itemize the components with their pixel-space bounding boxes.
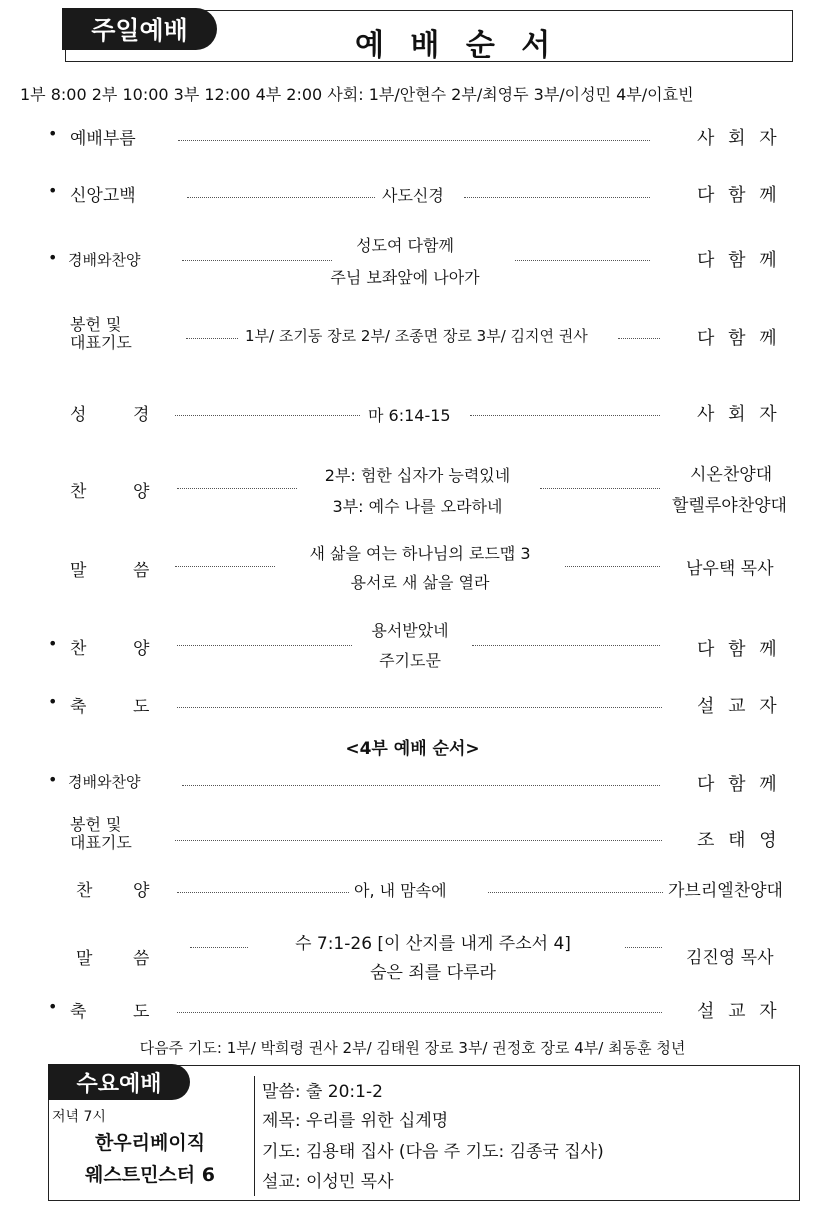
leader-dots xyxy=(175,415,360,416)
leader-dots xyxy=(515,260,650,261)
order-label-hymn-b: 양 xyxy=(133,639,150,659)
fourth-leader-offering: 조 태 영 xyxy=(697,830,781,851)
bullet: • xyxy=(48,692,58,711)
bullet: • xyxy=(48,248,58,267)
service-tab-wednesday: 수요예배 xyxy=(48,1064,190,1100)
fourth-label-praise: 경배와찬양 xyxy=(68,773,141,791)
bullet: • xyxy=(48,770,58,789)
bullet: • xyxy=(48,634,58,653)
order-label-sermon-a: 말 xyxy=(70,561,87,581)
order-content-hymn-2: 주기도문 xyxy=(379,651,441,670)
leader-dots xyxy=(470,415,660,416)
order-label-call: 예배부름 xyxy=(70,129,136,149)
order-content-sermon-2: 용서로 새 삶을 열라 xyxy=(350,573,490,592)
fourth-content-sermon-1: 수 7:1-26 [이 산지를 내게 주소서 4] xyxy=(295,934,571,954)
order-label-sermon-b: 씀 xyxy=(133,561,150,581)
leader-dots xyxy=(177,1012,662,1013)
fourth-leader-blessing: 설 교 자 xyxy=(697,1001,781,1022)
leader-dots xyxy=(186,338,238,339)
fourth-leader-praise: 다 함 께 xyxy=(697,774,781,795)
order-leader-sermon: 남우택 목사 xyxy=(686,559,774,579)
fourth-label-choir-a: 찬 xyxy=(76,881,93,901)
order-content-praise-1: 성도여 다함께 xyxy=(356,236,454,255)
wednesday-time: 저녁 7시 xyxy=(52,1109,106,1125)
leader-dots xyxy=(187,197,375,198)
wednesday-prayer: 기도: 김용태 집사 (다음 주 기도: 김종국 집사) xyxy=(262,1142,604,1162)
order-leader-choir-2: 할렐루야찬양대 xyxy=(672,496,787,516)
fourth-label-sermon-a: 말 xyxy=(76,949,93,969)
leader-dots xyxy=(175,566,275,567)
order-leader-praise: 다 함 께 xyxy=(697,250,781,271)
leader-dots xyxy=(182,260,332,261)
leader-dots xyxy=(488,892,663,893)
order-label-hymn-a: 찬 xyxy=(70,639,87,659)
section-heading-4th-service: <4부 예배 순서> xyxy=(345,739,480,759)
wednesday-preacher: 설교: 이성민 목사 xyxy=(262,1172,394,1192)
fourth-label-blessing-a: 축 xyxy=(70,1002,87,1022)
wednesday-scripture: 말씀: 출 20:1-2 xyxy=(262,1082,383,1102)
bullet: • xyxy=(48,124,58,143)
order-leader-choir-1: 시온찬양대 xyxy=(690,465,773,485)
order-label-choir-a: 찬 xyxy=(70,482,87,502)
order-label-blessing-b: 도 xyxy=(133,697,150,717)
leader-dots xyxy=(177,645,352,646)
leader-dots xyxy=(472,645,660,646)
bullet: • xyxy=(48,181,58,200)
order-label-scripture-b: 경 xyxy=(133,405,150,425)
wednesday-place-1: 한우리베이직 xyxy=(94,1132,206,1154)
fourth-content-sermon-2: 숨은 죄를 다루라 xyxy=(370,963,496,983)
order-label-creed: 신앙고백 xyxy=(70,186,136,206)
order-label-offering-1: 봉헌 및 xyxy=(70,315,122,334)
wednesday-title: 제목: 우리를 위한 십계명 xyxy=(262,1111,449,1131)
order-content-offering: 1부/ 조기동 장로 2부/ 조종면 장로 3부/ 김지연 권사 xyxy=(245,327,588,345)
fourth-content-choir: 아, 내 맘속에 xyxy=(354,881,447,900)
leader-dots xyxy=(618,338,660,339)
fourth-leader-sermon: 김진영 목사 xyxy=(686,948,774,968)
leader-dots xyxy=(540,488,660,489)
wednesday-place-2: 웨스트민스터 6 xyxy=(85,1164,215,1186)
fourth-leader-choir: 가브리엘찬양대 xyxy=(668,881,783,901)
leader-dots xyxy=(565,566,660,567)
order-content-hymn-1: 용서받았네 xyxy=(371,621,449,640)
order-leader-creed: 다 함 께 xyxy=(697,185,781,206)
fourth-label-offering-2: 대표기도 xyxy=(70,833,132,852)
order-content-choir-2: 3부: 예수 나를 오라하네 xyxy=(332,497,503,516)
next-week-prayer: 다음주 기도: 1부/ 박희령 권사 2부/ 김태원 장로 3부/ 권정호 장로 4부/ 최동훈 청년 xyxy=(139,1039,686,1057)
leader-dots xyxy=(175,840,662,841)
leader-dots xyxy=(177,488,297,489)
order-label-offering-2: 대표기도 xyxy=(70,333,132,352)
order-content-creed: 사도신경 xyxy=(382,186,444,205)
order-leader-blessing: 설 교 자 xyxy=(697,696,781,717)
order-leader-scripture: 사 회 자 xyxy=(697,404,781,425)
order-label-praise: 경배와찬양 xyxy=(68,251,141,269)
order-leader-call: 사 회 자 xyxy=(697,128,781,149)
order-label-blessing-a: 축 xyxy=(70,697,87,717)
divider xyxy=(254,1076,255,1196)
order-label-choir-b: 양 xyxy=(133,482,150,502)
order-label-scripture-a: 성 xyxy=(70,405,87,425)
order-content-sermon-1: 새 삶을 여는 하나님의 로드맵 3 xyxy=(309,544,531,563)
order-leader-offering: 다 함 께 xyxy=(697,328,781,349)
service-tab-sunday: 주일예배 xyxy=(62,8,217,50)
order-content-scripture: 마 6:14-15 xyxy=(368,406,451,425)
leader-dots xyxy=(177,892,349,893)
fourth-label-choir-b: 양 xyxy=(133,881,150,901)
order-leader-hymn: 다 함 께 xyxy=(697,639,781,660)
leader-dots xyxy=(625,947,662,948)
fourth-label-offering-1: 봉헌 및 xyxy=(70,815,122,834)
leader-dots xyxy=(178,140,650,141)
service-times: 1부 8:00 2부 10:00 3부 12:00 4부 2:00 사회: 1부/안현수 2부/최영두 3부/이성민 4부/이효빈 xyxy=(20,85,694,104)
leader-dots xyxy=(464,197,650,198)
page-title: 예 배 순 서 xyxy=(355,28,559,63)
leader-dots xyxy=(177,707,662,708)
order-content-choir-1: 2부: 험한 십자가 능력있네 xyxy=(324,466,511,485)
order-content-praise-2: 주님 보좌앞에 나아가 xyxy=(330,268,480,287)
fourth-label-sermon-b: 씀 xyxy=(133,949,150,969)
bullet: • xyxy=(48,997,58,1016)
fourth-label-blessing-b: 도 xyxy=(133,1002,150,1022)
leader-dots xyxy=(190,947,248,948)
leader-dots xyxy=(182,785,660,786)
